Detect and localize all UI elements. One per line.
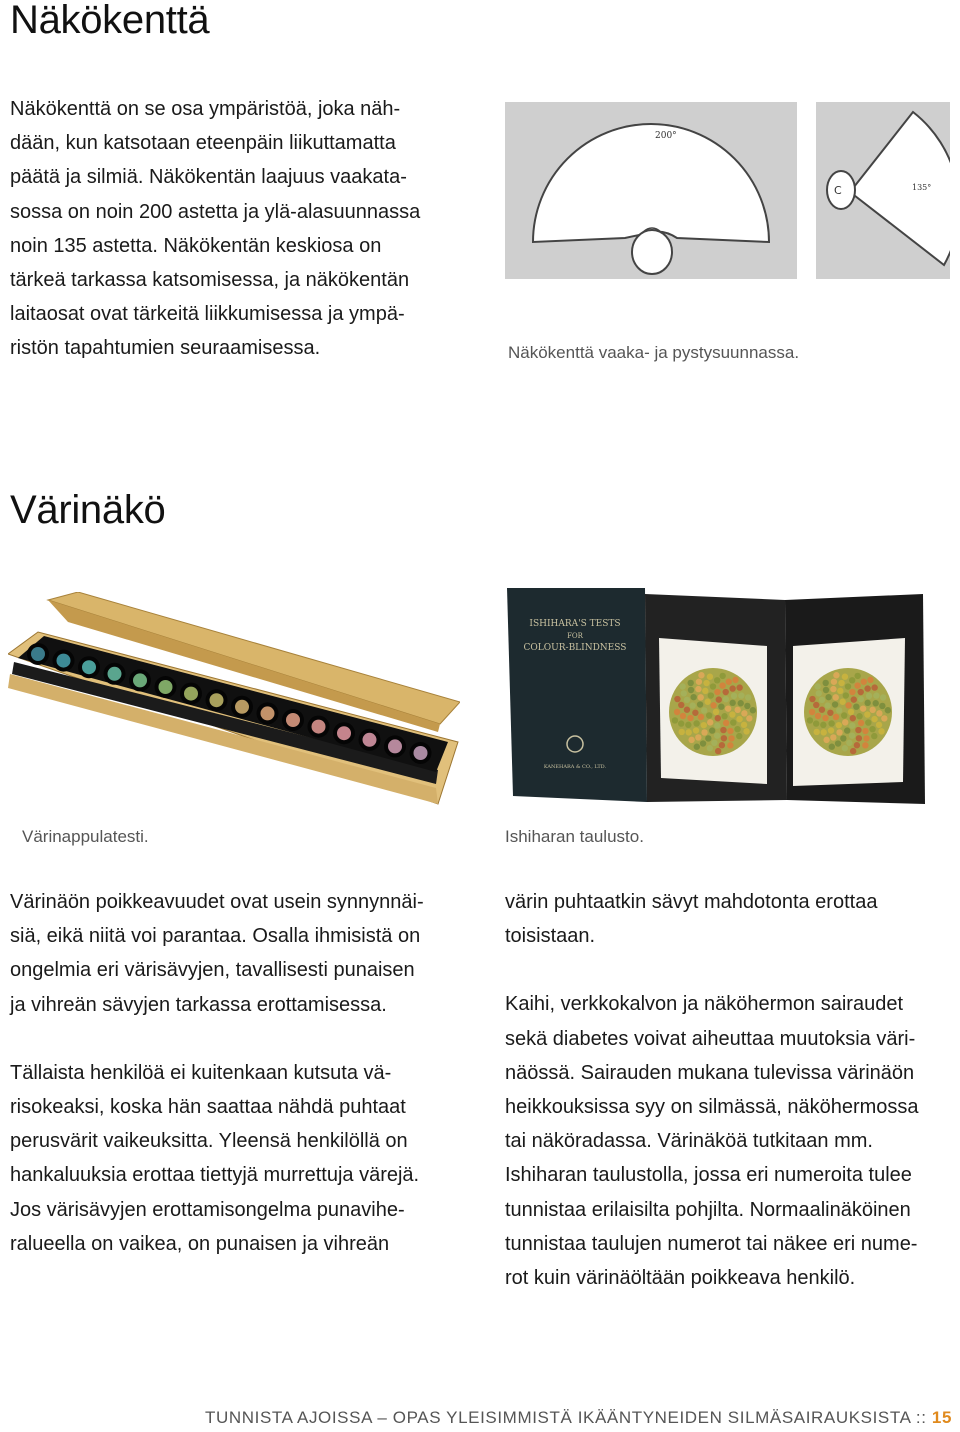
text-line: ralueella on vaikea, on punaisen ja vihreän — [10, 1232, 390, 1255]
visual-field-paragraph — [10, 92, 480, 366]
color-cap — [180, 683, 202, 705]
book-publisher: KANEHARA & CO., LTD. — [543, 764, 607, 770]
book-title-line-2: FOR — [567, 632, 583, 640]
color-cap-test-caption: Värinappulatesti. — [22, 827, 149, 846]
text-line: tunnistaa taulujen numerot tai näkee eri nume- — [505, 1232, 918, 1255]
ishihara-caption: Ishiharan taulusto. — [505, 827, 644, 846]
text-line: päätä ja silmiä. Näkökentän laajuus vaakata- — [10, 166, 407, 189]
text-line: siä, eikä niitä voi parantaa. Osalla ihmisistä on — [10, 925, 421, 948]
color-cap — [206, 689, 228, 711]
color-vision-right-column — [505, 885, 955, 1295]
color-cap — [53, 650, 75, 672]
text-line: ristön tapahtumien seuraamisessa. — [10, 337, 321, 360]
text-line: Värinäön poikkeavuudet ovat usein synnynnäi- — [10, 891, 424, 913]
page-footer — [205, 1408, 952, 1428]
page-number: 15 — [931, 1408, 952, 1427]
book-title-line-1: ISHIHARA'S TESTS — [529, 619, 621, 629]
text-line: rot kuin värinäöltään poikkeava henkilö. — [505, 1267, 856, 1290]
page-title-visual-field: Näkökenttä — [10, 0, 210, 42]
text-line: ongelmia eri värisävyjen, tavallisesti punaisen — [10, 959, 415, 982]
book-title-line-3: COLOUR-BLINDNESS — [523, 643, 627, 653]
text-line: sossa on noin 200 astetta ja ylä-alasuunnassa — [10, 200, 421, 223]
color-cap — [155, 676, 177, 698]
text-line: hankaluuksia erottaa tiettyjä murrettuja värejä. — [10, 1164, 420, 1187]
text-line: toisistaan. — [505, 925, 596, 948]
text-line: Tällaista henkilöä ei kuitenkaan kutsuta vä- — [10, 1061, 392, 1084]
color-cap — [359, 729, 381, 751]
paragraph — [505, 987, 955, 1295]
color-cap — [384, 735, 406, 757]
color-cap — [27, 643, 49, 665]
paragraph — [10, 885, 480, 1022]
text-line: laitaosat ovat tärkeitä liikkumisessa ja ympä- — [10, 303, 405, 326]
text-line: tai näköradassa. Värinäköä tutkitaan mm. — [505, 1130, 873, 1153]
color-vision-left-column — [10, 885, 480, 1261]
text-line: Ishiharan taulustolla, jossa eri numeroita tulee — [505, 1164, 912, 1187]
text-line: perusvärit vaikeuksitta. Yleensä henkilöllä on — [10, 1130, 408, 1153]
color-cap — [231, 696, 253, 718]
color-cap — [104, 663, 126, 685]
footer-text: TUNNISTA AJOISSA – OPAS YLEISIMMISTÄ IKÄÄNTYNEIDEN SILMÄSAIRAUKSISTA — [205, 1408, 911, 1427]
color-cap-test-photo — [8, 592, 460, 810]
text-line: näössä. Sairauden mukana tulevissa värinäön — [505, 1061, 915, 1084]
vertical-angle-label: 135° — [912, 183, 932, 192]
color-cap — [78, 656, 100, 678]
footer-separator: :: — [915, 1408, 927, 1427]
visual-field-horizontal-figure — [505, 102, 797, 279]
text-line: dään, kun katsotaan eteenpäin liikuttamatta — [10, 132, 396, 155]
color-cap — [410, 742, 432, 764]
text-line: tärkeä tarkassa katsomisessa, ja näkökentän — [10, 269, 410, 292]
eye-label: C — [834, 184, 842, 197]
text-line: sekä diabetes voivat aiheuttaa muutoksia väri- — [505, 1027, 916, 1050]
text-line: Jos värisävyjen erottamisongelma punavihe- — [10, 1198, 405, 1221]
visual-field-body — [10, 92, 480, 366]
paragraph — [505, 885, 955, 953]
color-cap — [129, 669, 151, 691]
color-cap — [257, 702, 279, 724]
visual-field-vertical-figure — [816, 102, 950, 279]
color-cap — [333, 722, 355, 744]
paragraph — [10, 1056, 480, 1261]
text-line: värin puhtaatkin sävyt mahdotonta erottaa — [505, 891, 878, 913]
text-line: noin 135 astetta. Näkökentän keskiosa on — [10, 234, 382, 257]
text-line: heikkouksissa syy on silmässä, näköhermossa — [505, 1096, 919, 1119]
text-line: tunnistaa erilaisilta pohjilta. Normaalinäköinen — [505, 1198, 911, 1221]
text-line: risokeaksi, koska hän saattaa nähdä puhtaat — [10, 1096, 406, 1119]
visual-field-caption: Näkökenttä vaaka- ja pystysuunnassa. — [508, 343, 800, 362]
text-line: Näkökenttä on se osa ympäristöä, joka näh- — [10, 98, 401, 120]
section-title-color-vision: Värinäkö — [10, 488, 166, 532]
text-line: Kaihi, verkkokalvon ja näköhermon sairaudet — [505, 993, 903, 1016]
text-line: ja vihreän sävyjen tarkassa erottamisessa. — [10, 993, 387, 1016]
horizontal-angle-label: 200° — [655, 131, 677, 141]
color-cap — [282, 709, 304, 731]
color-cap — [308, 716, 330, 738]
ishihara-book-photo — [505, 586, 955, 806]
